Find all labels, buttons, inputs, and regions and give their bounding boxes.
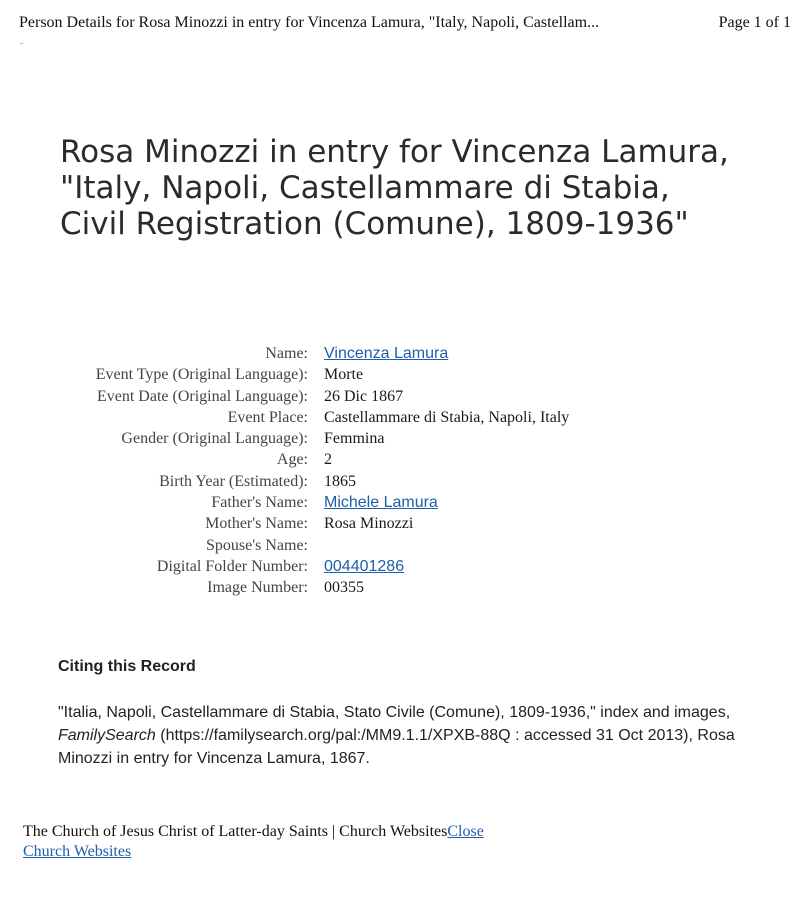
page-number: Page 1 of 1 (718, 14, 791, 31)
field-label: Event Date (Original Language): (96, 387, 308, 405)
field-label: Mother's Name: (205, 515, 308, 533)
field-value: Castellammare di Stabia, Napoli, Italy (324, 408, 570, 426)
field-row (40, 407, 740, 428)
field-value: Femmina (324, 430, 385, 448)
field-label: Father's Name: (211, 494, 308, 512)
close-link[interactable]: Close (447, 823, 484, 840)
field-value-link[interactable]: 004401286 (324, 557, 405, 575)
field-row (40, 343, 740, 364)
field-value: Rosa Minozzi (324, 515, 414, 533)
field-row (40, 364, 740, 385)
field-label: Event Place: (227, 408, 308, 426)
field-row (40, 386, 740, 407)
field-label: Name: (265, 345, 308, 362)
citation-text (58, 701, 763, 770)
field-label: Digital Folder Number: (156, 557, 308, 575)
field-row (40, 513, 740, 534)
citation-text-end: (https://familysearch.org/pal:/MM9.1.1/XPXB-88Q : accessed 31 Oct 2013), Rosa Minozzi in entry for Vincenza Lamura, 1867. (58, 727, 735, 767)
field-value-link[interactable]: Vincenza Lamura (324, 345, 449, 362)
field-value: 00355 (324, 579, 364, 597)
field-row (40, 428, 740, 449)
field-row (40, 535, 740, 556)
field-row (40, 577, 740, 598)
footer (23, 822, 583, 862)
field-label: Spouse's Name: (206, 536, 308, 554)
field-row (40, 471, 740, 492)
field-label: Event Type (Original Language): (95, 366, 308, 384)
field-label: Age: (276, 451, 308, 469)
field-row (40, 449, 740, 470)
scan-mark: - (20, 38, 24, 49)
field-label: Image Number: (207, 579, 308, 597)
footer-text: The Church of Jesus Christ of Latter-day Saints | Church Websites (23, 823, 448, 840)
field-label: Gender (Original Language): (121, 430, 308, 448)
print-header-title: Person Details for Rosa Minozzi in entry for Vincenza Lamura, "Italy, Napoli, Castellam... (19, 14, 600, 31)
field-value: 1865 (324, 472, 356, 490)
citation-heading: Citing this Record (58, 658, 196, 675)
field-row (40, 492, 740, 513)
field-label: Birth Year (Estimated): (159, 472, 308, 490)
field-value: 2 (324, 451, 332, 469)
citation-familysearch: FamilySearch (58, 727, 156, 744)
field-value: 26 Dic 1867 (324, 387, 404, 405)
citation-text-start: "Italia, Napoli, Castellammare di Stabia, Stato Civile (Comune), 1809-1936," index and images, (58, 704, 731, 721)
field-value: Morte (324, 366, 364, 384)
record-fields (40, 343, 740, 599)
record-title: Rosa Minozzi in entry for Vincenza Lamura, "Italy, Napoli, Castellammare di Stabia, Civil Registration (Comune), 1809-1936" (60, 134, 729, 242)
field-value-link[interactable]: Michele Lamura (324, 494, 438, 512)
church-websites-link[interactable]: Church Websites (23, 843, 132, 860)
field-row (40, 556, 740, 577)
